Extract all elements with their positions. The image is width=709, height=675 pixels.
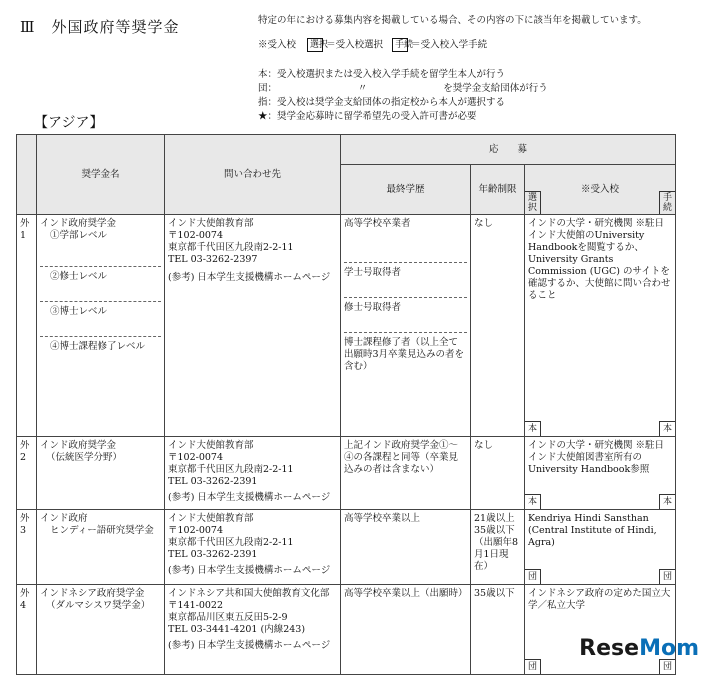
page-title: Ⅲ 外国政府等奨学金 (20, 18, 180, 36)
header-contact: 問い合わせ先 (165, 135, 341, 215)
contact-line: TEL 03-3262-2391 (168, 549, 258, 560)
contact-cell (165, 510, 341, 585)
legend-procedure-box: 手続 (392, 38, 408, 52)
contact-line: TEL 03-3262-2391 (168, 476, 258, 487)
note-organization: 団： 〃 を奨学金支給団体が行う (258, 83, 548, 94)
reference-link[interactable]: (参考) 日本学生支援機構ホームページ (168, 492, 331, 503)
header-school (525, 165, 676, 215)
legend-school-label: ※受入校 (258, 39, 297, 51)
contact-line: 〒141-0022 (168, 600, 224, 611)
select-mark: 団 (525, 569, 541, 584)
header-school-label: ※受入校 (581, 183, 620, 195)
row-id: 外1 (17, 215, 37, 437)
education-cell: 上記インド政府奨学金①～④の各課程と同等（卒業見込みの者は含まない） (341, 437, 471, 510)
scholarship-name-cell (37, 215, 165, 437)
row-id: 外3 (17, 510, 37, 585)
resemom-logo (579, 636, 699, 661)
select-mark: 本 (525, 494, 541, 509)
education-cell: 高等学校卒業以上 (341, 510, 471, 585)
contact-line: 東京都千代田区九段南2-2-11 (168, 537, 294, 548)
legend-select-text: ＝受入校選択 (326, 39, 384, 51)
contact-line: インドネシア共和国大使館教育文化部 (168, 588, 330, 599)
contact-line: 〒102-0074 (168, 452, 224, 463)
procedure-mark: 本 (659, 494, 675, 509)
contact-line: 東京都品川区東五反田5-2-9 (168, 612, 288, 623)
school-cell (525, 510, 676, 585)
note-list (258, 68, 548, 124)
school-cell (525, 437, 676, 510)
level-item: ③博士レベル (40, 301, 161, 318)
legend-line (258, 38, 487, 53)
education-cell: 高等学校卒業以上（出願時） (341, 585, 471, 675)
contact-cell (165, 437, 341, 510)
scholarship-subtitle: （ダルマシスワ奨学金） (46, 600, 151, 611)
select-mark: 団 (525, 659, 541, 674)
school-text: インドの大学・研究機関 ※駐日インド大使館のUniversity Handbookを閲覧するか、University Grants Commission (UGC) のサイトを確認するか、大使館に問い合わせること (528, 218, 671, 301)
contact-line: 〒102-0074 (168, 230, 224, 241)
contact-line: TEL 03-3262-2397 (168, 254, 258, 265)
school-cell (525, 585, 676, 675)
scholarship-name: インドネシア政府奨学金 (40, 588, 145, 599)
row-id: 外4 (17, 585, 37, 675)
scholarship-subtitle: ヒンディー語研究奨学金 (50, 525, 154, 536)
scholarship-name-cell (37, 437, 165, 510)
level-item: ④博士課程修了レベル (40, 336, 161, 353)
age-cell: なし (471, 215, 525, 437)
education-cell (341, 215, 471, 437)
level-item: ②修士レベル (40, 266, 161, 283)
lead-text: 特定の年における募集内容を掲載している場合、その内容の下に該当年を掲載しています。 (258, 15, 647, 26)
note-self: 本：受入校選択または受入校入学手続を留学生本人が行う (258, 69, 506, 80)
table-row (17, 215, 676, 437)
header-procedure-box: 手続 (659, 191, 675, 214)
scholarship-name: インド政府 (40, 513, 88, 524)
contact-line: 東京都千代田区九段南2-2-11 (168, 464, 294, 475)
age-cell: 35歳以下 (471, 585, 525, 675)
legend-select-box: 選択 (307, 38, 323, 52)
header-name: 奨学金名 (37, 135, 165, 215)
header-select-box: 選択 (525, 191, 541, 214)
scholarship-table (16, 134, 676, 675)
education-item: 高等学校卒業者 (344, 218, 411, 229)
scholarship-name: インド政府奨学金 (40, 218, 117, 229)
table-row (17, 585, 676, 675)
school-text: インドの大学・研究機関 ※駐日インド大使館図書室所有のUniversity Handbook参照 (528, 440, 665, 475)
scholarship-name-cell (37, 585, 165, 675)
contact-line: インド大使館教育部 (168, 513, 254, 524)
procedure-mark: 本 (659, 421, 675, 436)
contact-line: インド大使館教育部 (168, 440, 254, 451)
contact-cell (165, 585, 341, 675)
scholarship-name-cell (37, 510, 165, 585)
scholarship-name: インド政府奨学金 (40, 440, 117, 451)
age-cell: 21歳以上35歳以下（出願年8月1日現在） (471, 510, 525, 585)
select-mark: 本 (525, 421, 541, 436)
contact-line: 〒102-0074 (168, 525, 224, 536)
contact-cell (165, 215, 341, 437)
logo-accent: Mom (639, 636, 699, 661)
logo-main: Rese (579, 636, 640, 661)
scholarship-subtitle: （伝統医学分野） (46, 452, 123, 463)
school-text: インドネシア政府の定めた国立大学／私立大学 (528, 588, 671, 611)
education-item: 学士号取得者 (344, 262, 467, 279)
procedure-mark: 団 (659, 659, 675, 674)
row-id: 外2 (17, 437, 37, 510)
table-row (17, 437, 676, 510)
level-item: ①学部レベル (50, 230, 108, 241)
school-cell (525, 215, 676, 437)
age-cell: なし (471, 437, 525, 510)
header-age: 年齢制限 (471, 165, 525, 215)
region-heading: 【アジア】 (34, 115, 104, 131)
note-designated: 指：受入校は奨学金支給団体の指定校から本人が選択する (258, 97, 506, 108)
header-id-cell (17, 135, 37, 215)
table-row (17, 510, 676, 585)
reference-link[interactable]: (参考) 日本学生支援機構ホームページ (168, 640, 331, 651)
education-item: 博士課程修了者（以上全て出願時3月卒業見込みの者を含む） (344, 332, 467, 373)
reference-link[interactable]: (参考) 日本学生支援機構ホームページ (168, 565, 331, 576)
procedure-mark: 団 (659, 569, 675, 584)
header-education: 最終学歴 (341, 165, 471, 215)
education-item: 修士号取得者 (344, 297, 467, 314)
reference-link[interactable]: (参考) 日本学生支援機構ホームページ (168, 272, 331, 283)
header-apply: 応 募 (341, 135, 676, 165)
contact-line: 東京都千代田区九段南2-2-11 (168, 242, 294, 253)
legend-procedure-text: ＝受入校入学手続 (411, 39, 488, 51)
contact-line: TEL 03-3441-4201 (内線243) (168, 624, 306, 635)
school-text: Kendriya Hindi Sansthan (Central Institute of Hindi, Agra) (528, 513, 657, 548)
contact-line: インド大使館教育部 (168, 218, 254, 229)
note-acceptance: ★：奨学金応募時に留学希望先の受入許可書が必要 (258, 111, 477, 122)
